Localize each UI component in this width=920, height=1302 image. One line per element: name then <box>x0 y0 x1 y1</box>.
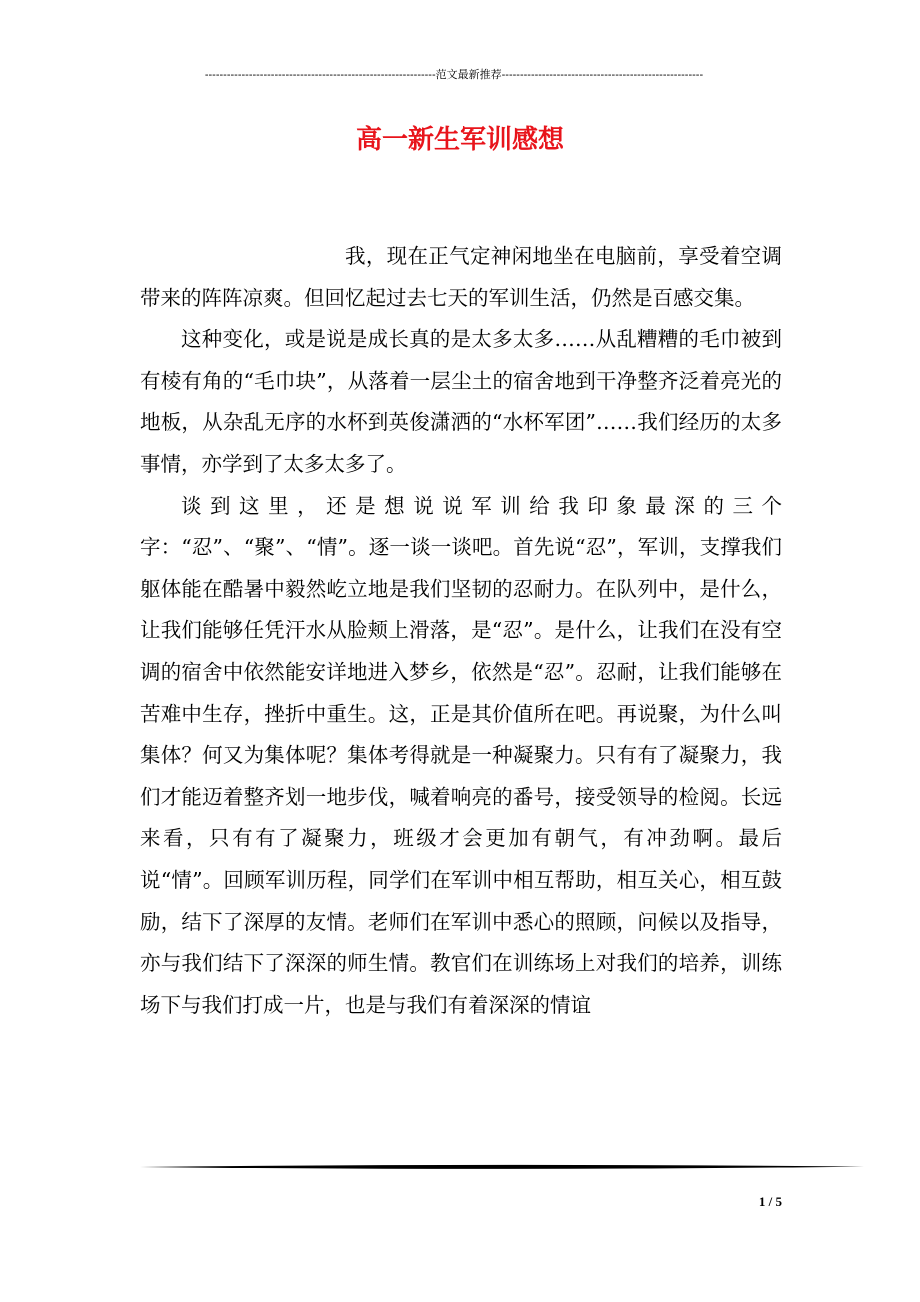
header-right-dashes: ------------------------------------------------------- <box>501 69 704 81</box>
document-body <box>140 236 782 1026</box>
footer-rule-stroke <box>140 1165 864 1169</box>
header-label: 范文最新推荐 <box>435 69 502 81</box>
page-header <box>142 68 766 82</box>
paragraph-2: 这种变化，或是说是成长真的是太多太多……从乱糟糟的毛巾被到有棱有角的“毛巾块”，从落着一层尘土的宿舍地到干净整齐泛着亮光的地板，从杂乱无序的水杯到英俊潇洒的“水杯军团”……我们经历的太多事情，亦学到了太多太多了。 <box>140 327 782 476</box>
footer-rule <box>140 1163 864 1171</box>
paragraph-1: 我，现在正气定神闲地坐在电脑前，享受着空调带来的阵阵凉爽。但回忆起过去七天的军训生活，仍然是百感交集。 <box>140 244 782 310</box>
document-title: 高一新生军训感想 <box>355 125 564 155</box>
page-number: 1 / 5 <box>758 1194 782 1209</box>
header-left-dashes: --------------------------------------------------------------- <box>204 69 436 81</box>
paragraph-3: 谈到这里，还是想说说军训给我印象最深的三个字：“忍”、“聚”、“情”。逐一谈一谈吧。首先说“忍”，军训，支撑我们躯体能在酷暑中毅然屹立地是我们坚韧的忍耐力。在队列中，是什么，让我们能够任凭汗水从脸颊上滑落，是“忍”。是什么，让我们在没有空调的宿舍中依然能安详地进入梦乡，依然是“忍”。忍耐，让我们能够在苦难中生存，挫折中重生。这，正是其价值所在吧。再说聚，为什么叫集体？何又为集体呢？集体考得就是一种凝聚力。只有有了凝聚力，我们才能迈着整齐划一地步伐，喊着响亮的番号，接受领导的检阅。长远来看，只有有了凝聚力，班级才会更加有朝气，有冲劲啊。最后说“情”。回顾军训历程，同学们在军训中相互帮助，相互关心，相互鼓励，结下了深厚的友情。老师们在军训中悉心的照顾，问候以及指导，亦与我们结下了深深的师生情。教官们在训练场上对我们的培养，训练场下与我们打成一片，也是与我们有着深深的情谊 <box>140 493 782 1017</box>
